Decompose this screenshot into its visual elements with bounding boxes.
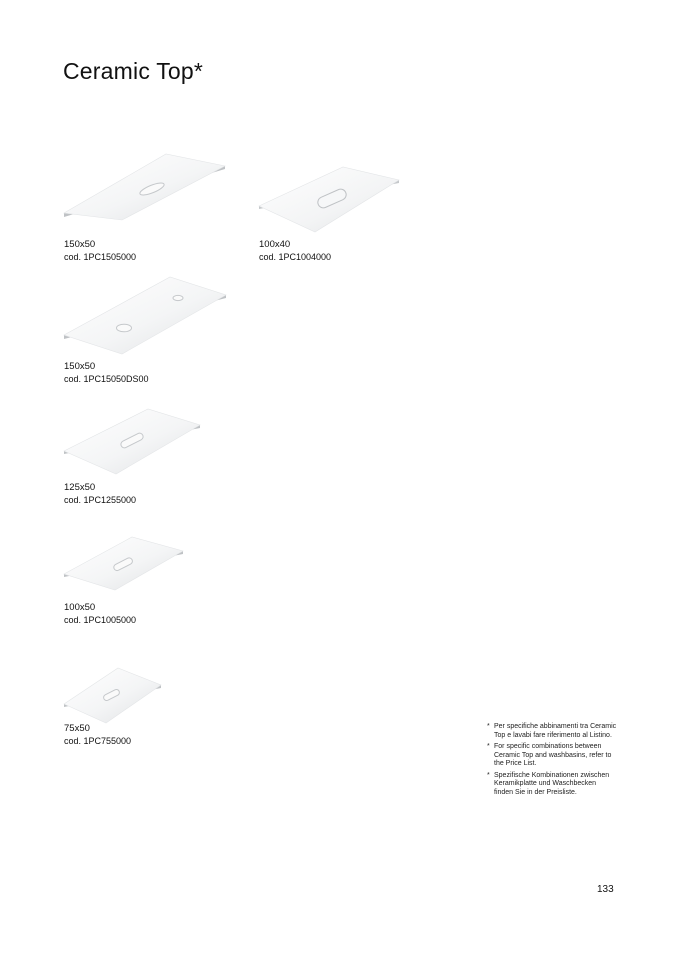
product-size: 100x50 (64, 602, 96, 613)
product-ceramic-top-150x50 (60, 150, 235, 270)
product-code: cod. 1PC1505000 (64, 252, 137, 262)
product-ceramic-top-125x50 (60, 405, 210, 515)
asterisk-marker: * (487, 723, 490, 730)
product-code: cod. 1PC1255000 (64, 495, 137, 505)
product-code: cod. 1PC755000 (64, 736, 132, 746)
footnote-text: For specific combinations between Ceramic Top and washbasins, refer to the Price List. (494, 742, 612, 768)
asterisk-marker: * (487, 771, 490, 779)
product-code: cod. 1PC1004000 (259, 252, 332, 262)
footnote-text: Per specifiche abbinamenti tra Ceramic Top e lavabi fare riferimento al Listino. (494, 723, 617, 739)
ceramic-top-illustration (60, 405, 210, 485)
product-size: 150x50 (64, 361, 96, 372)
ceramic-top-illustration (255, 160, 415, 240)
product-ceramic-top-100x40 (255, 160, 415, 270)
ceramic-top-illustration (60, 150, 235, 230)
footnote-text: Spezifische Kombinationen zwischen Keramikplatte und Waschbecken finden Sie in der Preisliste. (494, 771, 610, 796)
product-ceramic-top-150x50-ds (60, 272, 235, 392)
page-number: 133 (597, 884, 614, 895)
product-size: 150x50 (64, 239, 96, 250)
product-size: 100x40 (259, 239, 291, 250)
product-code: cod. 1PC15050DS00 (64, 374, 149, 384)
asterisk-marker: * (487, 742, 490, 750)
ceramic-top-illustration (60, 272, 235, 357)
product-size: 75x50 (64, 723, 90, 734)
ceramic-top-illustration (60, 535, 190, 605)
footnotes (487, 723, 617, 800)
product-ceramic-top-75x50 (60, 665, 170, 765)
product-size: 125x50 (64, 482, 96, 493)
footnote-italian (487, 723, 617, 740)
footnote-english (487, 743, 617, 769)
page-title: Ceramic Top* (63, 58, 204, 84)
footnote-german (487, 772, 617, 798)
product-ceramic-top-100x50 (60, 535, 190, 635)
product-code: cod. 1PC1005000 (64, 615, 137, 625)
